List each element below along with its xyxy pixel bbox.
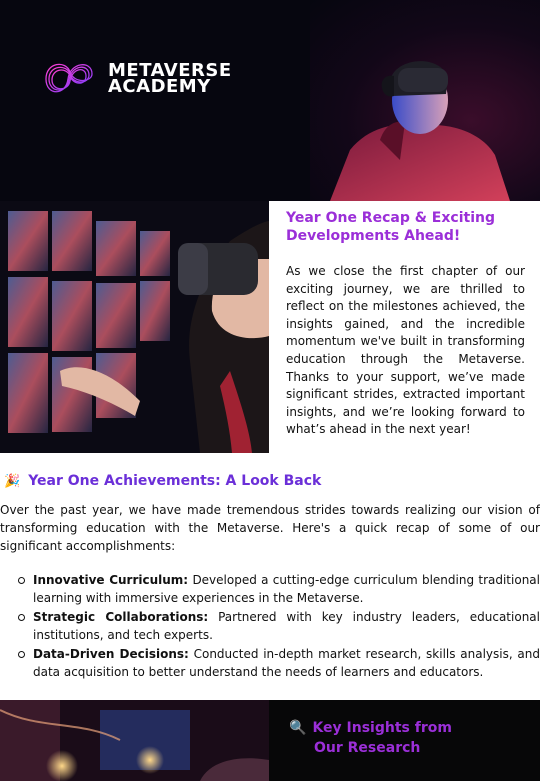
list-item bbox=[18, 608, 540, 644]
studio-lights-image bbox=[0, 700, 269, 781]
logo-wordmark bbox=[108, 60, 232, 97]
list-item-label: Innovative Curriculum: bbox=[33, 573, 189, 587]
achievements-section bbox=[0, 453, 540, 681]
achievements-list bbox=[0, 571, 540, 681]
achievements-intro: Over the past year, we have made tremendous strides towards realizing our vision of transforming education with the Metaverse. Here's a quick recap of some of our significant accomplishments: bbox=[0, 503, 540, 553]
logo-line-2: ACADEMY bbox=[108, 76, 211, 97]
achievements-title-text: Year One Achievements: A Look Back bbox=[28, 473, 322, 489]
hero-banner bbox=[0, 0, 540, 201]
list-item-label: Data-Driven Decisions: bbox=[33, 647, 189, 661]
logo-line-1: METAVERSE bbox=[108, 60, 232, 81]
list-item bbox=[18, 571, 540, 607]
insights-title-line-1: Key Insights from bbox=[312, 720, 452, 736]
infinity-ring-logo bbox=[40, 54, 98, 104]
magnifier-icon: 🔍 bbox=[289, 720, 307, 736]
vr-wall-screens-illustration bbox=[0, 201, 269, 453]
list-item-text: Developed a cutting-edge curriculum blending traditional learning with immersive experiences in the Metaverse. bbox=[33, 573, 540, 605]
vr-headset-person-image bbox=[320, 30, 520, 201]
list-item-label: Strategic Collaborations: bbox=[33, 610, 209, 624]
achievements-title bbox=[4, 473, 540, 489]
insights-section bbox=[0, 700, 540, 781]
list-item-text: Partnered with key industry leaders, educational institutions, and tech experts. bbox=[33, 610, 540, 642]
intro-title: Year One Recap & Exciting Developments Ahead! bbox=[286, 210, 495, 244]
insights-panel bbox=[269, 700, 540, 781]
intro-section bbox=[0, 201, 540, 453]
insights-title bbox=[289, 718, 540, 758]
vr-wall-screens-image bbox=[0, 201, 269, 453]
list-item-text: Conducted in-depth market research, skills analysis, and data acquisition to better understand the needs of learners and educators. bbox=[33, 647, 540, 679]
party-popper-icon: 🎉 bbox=[4, 473, 21, 489]
studio-lights-illustration bbox=[0, 700, 269, 781]
list-item bbox=[18, 645, 540, 681]
insights-title-line-2: Our Research bbox=[314, 740, 421, 756]
intro-text-block bbox=[269, 201, 540, 453]
intro-body: As we close the first chapter of our exciting journey, we are thrilled to reflect on the milestones achieved, the insights gained, and the incredible momentum we've built in transforming education through the Metaverse. Thanks to your support, we’ve made significant strides, extracted important insights, and we’re looking forward to what’s ahead in the next year! bbox=[286, 264, 525, 437]
academy-logo[interactable] bbox=[40, 54, 232, 104]
